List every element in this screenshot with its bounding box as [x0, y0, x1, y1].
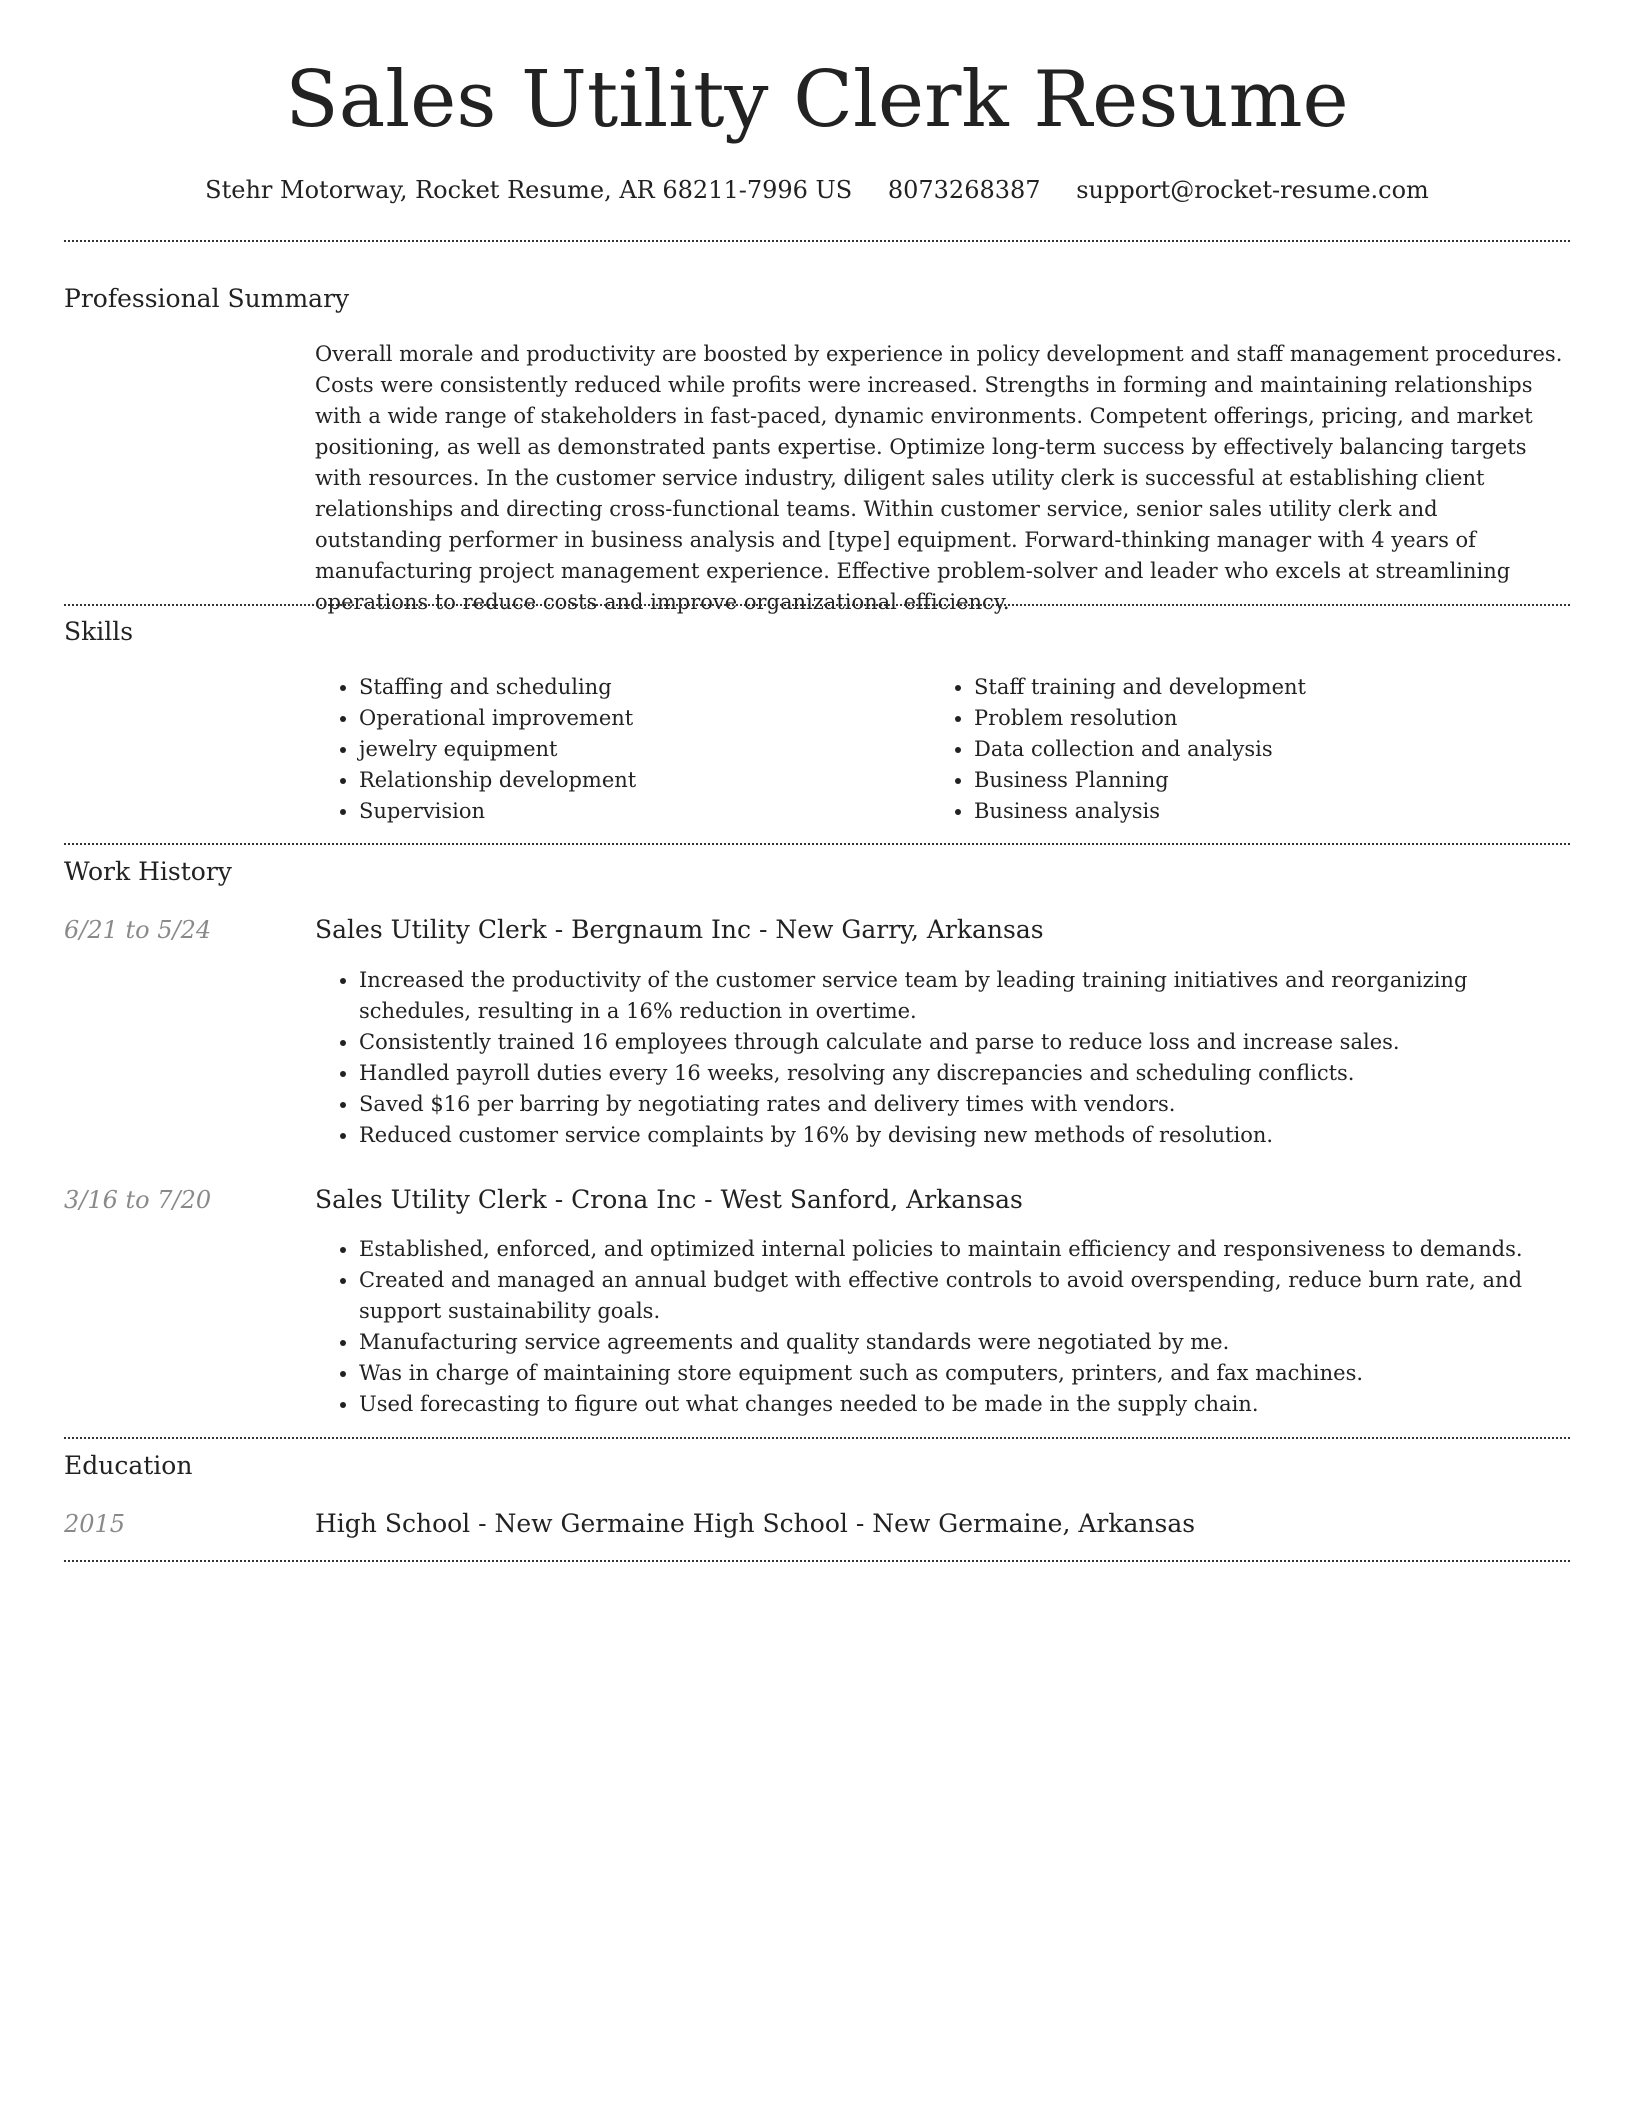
divider: [64, 1560, 1570, 1562]
section-heading-skills: Skills: [64, 617, 134, 646]
resume-title: Sales Utility Clerk Resume: [285, 55, 1349, 145]
education-year: 2015: [64, 1510, 126, 1538]
skills-section: [315, 672, 1570, 832]
job-bullets: [315, 1234, 1570, 1420]
skill-item: • Staffing and scheduling: [359, 672, 930, 703]
summary-section: [315, 339, 1570, 618]
divider: [64, 240, 1570, 242]
job-bullet: • Handled payroll duties every 16 weeks, resolving any discrepancies and scheduling conflicts.: [359, 1058, 1570, 1089]
job-bullet: • Saved $16 per barring by negotiating rates and delivery times with vendors.: [359, 1089, 1570, 1120]
section-heading-education: Education: [64, 1451, 193, 1480]
job-bullet: • Consistently trained 16 employees through calculate and parse to reduce loss and increase sales.: [359, 1027, 1570, 1058]
contact-line: [64, 170, 1570, 210]
contact-email: support@rocket-resume.com: [1076, 176, 1429, 204]
contact-phone: 8073268387: [887, 176, 1041, 204]
skill-item: • jewelry equipment: [359, 734, 930, 765]
divider: [64, 843, 1570, 845]
divider: [64, 604, 1570, 606]
skill-item: • Staff training and development: [974, 672, 1545, 703]
skill-item: • Data collection and analysis: [974, 734, 1545, 765]
job-bullet: • Created and managed an annual budget with effective controls to avoid overspending, reduce burn rate, and support sustainability goals.: [359, 1265, 1570, 1327]
skill-item: • Operational improvement: [359, 703, 930, 734]
job-dates: 3/16 to 7/20: [64, 1186, 212, 1214]
education-title: High School - New Germaine High School - New Germaine, Arkansas: [315, 1509, 1196, 1538]
skill-item: • Relationship development: [359, 765, 930, 796]
job-title: Sales Utility Clerk - Crona Inc - West Sanford, Arkansas: [315, 1185, 1023, 1214]
job-bullet: • Used forecasting to figure out what changes needed to be made in the supply chain.: [359, 1389, 1570, 1420]
job-bullet: • Manufacturing service agreements and quality standards were negotiated by me.: [359, 1327, 1570, 1358]
job-dates: 6/21 to 5/24: [64, 916, 212, 944]
job-bullets: [315, 965, 1570, 1151]
job-bullet: • Established, enforced, and optimized internal policies to maintain efficiency and responsiveness to demands.: [359, 1234, 1570, 1265]
skill-item: • Business analysis: [974, 796, 1545, 827]
job-bullet: • Was in charge of maintaining store equipment such as computers, printers, and fax machines.: [359, 1358, 1570, 1389]
summary-text: Overall morale and productivity are boosted by experience in policy development and staff management procedures. Costs were consistently reduced while profits were increased. Strengths in forming and maintaining relationships with a wide range of stakeholders in fast-paced, dynamic environments. Competent offerings, pricing, and market positioning, as well as demonstrated pants expertise. Optimize long-term success by effectively balancing targets with resources. In the customer service industry, diligent sales utility clerk is successful at establishing client relationships and directing cross-functional teams. Within customer service, senior sales utility clerk and outstanding performer in business analysis and [type] equipment. Forward-thinking manager with 4 years of manufacturing project management experience. Effective problem-solver and leader who excels at streamlining operations to reduce costs and improve organizational efficiency.: [315, 342, 1563, 614]
skill-item: • Problem resolution: [974, 703, 1545, 734]
section-heading-work: Work History: [64, 857, 232, 886]
skills-column-left: [315, 672, 930, 827]
skills-column-right: [930, 672, 1545, 827]
section-heading-summary: Professional Summary: [64, 284, 350, 313]
job-bullet: • Increased the productivity of the customer service team by leading training initiatives and reorganizing schedules, resulting in a 16% reduction in overtime.: [359, 965, 1570, 1027]
divider: [64, 1437, 1570, 1439]
skill-item: • Business Planning: [974, 765, 1545, 796]
contact-address: Stehr Motorway, Rocket Resume, AR 68211-7996 US: [205, 176, 853, 204]
job-bullet: • Reduced customer service complaints by 16% by devising new methods of resolution.: [359, 1120, 1570, 1151]
job-title: Sales Utility Clerk - Bergnaum Inc - New Garry, Arkansas: [315, 915, 1044, 944]
skill-item: • Supervision: [359, 796, 930, 827]
